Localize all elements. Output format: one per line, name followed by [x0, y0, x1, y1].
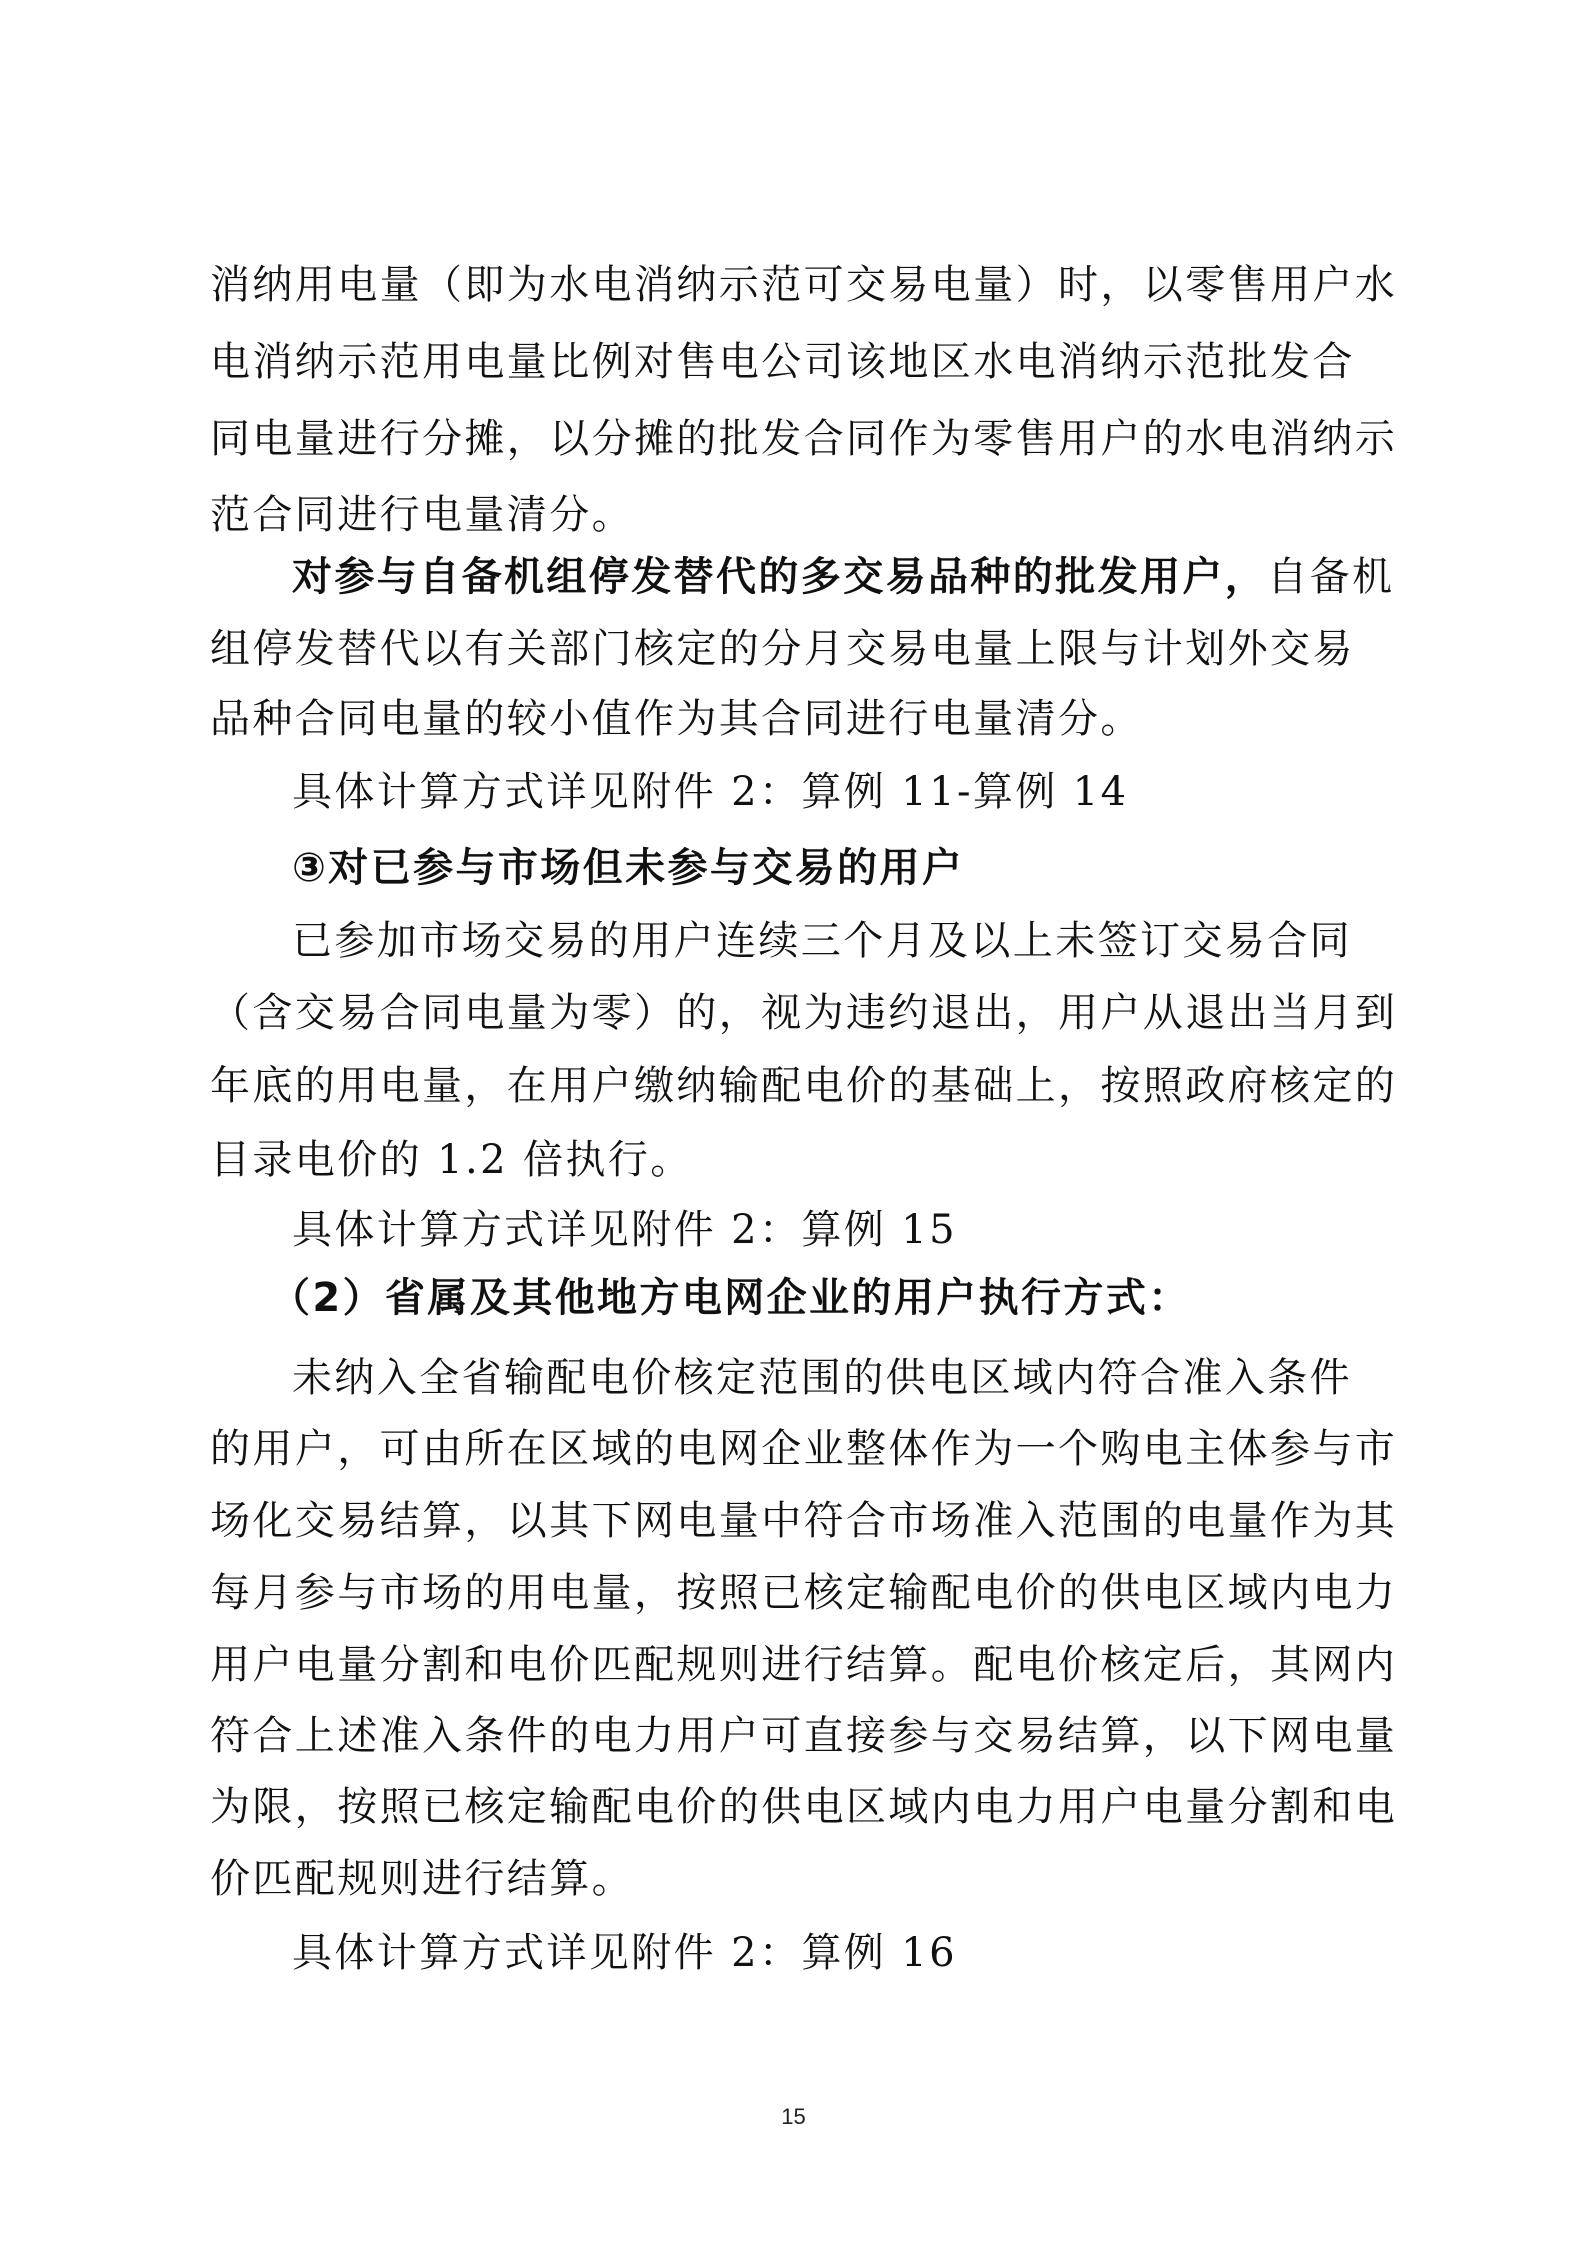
text-line: 符合上述准入条件的电力用户可直接参与交易结算，以下网电量	[210, 1713, 1398, 1759]
section-heading: ③对已参与市场但未参与交易的用户	[292, 845, 965, 891]
section-heading: （2）省属及其他地方电网企业的用户执行方式：	[270, 1275, 1191, 1321]
text-line: 具体计算方式详见附件 2：算例 16	[292, 1930, 957, 1976]
text-line: 范合同进行电量清分。	[210, 492, 634, 538]
text-line: 用户电量分割和电价匹配规则进行结算。配电价核定后，其网内	[210, 1642, 1398, 1688]
text-line: 场化交易结算，以其下网电量中符合市场准入范围的电量作为其	[210, 1498, 1398, 1544]
text-line: 年底的用电量，在用户缴纳输配电价的基础上，按照政府核定的	[210, 1063, 1398, 1109]
text-span: 自备机	[1267, 554, 1395, 600]
text-line: 具体计算方式详见附件 2：算例 11-算例 14	[292, 769, 1129, 815]
text-line: （含交易合同电量为零）的，视为违约退出，用户从退出当月到	[210, 990, 1398, 1036]
text-line: 价匹配规则进行结算。	[210, 1856, 634, 1902]
text-line: 已参加市场交易的用户连续三个月及以上未签订交易合同	[292, 918, 1352, 964]
text-line: 未纳入全省输配电价核定范围的供电区域内符合准入条件	[292, 1355, 1352, 1401]
text-line	[292, 552, 1472, 602]
text-line: 为限，按照已核定输配电价的供电区域内电力用户电量分割和电	[210, 1784, 1398, 1830]
text-line: 的用户，可由所在区域的电网企业整体作为一个购电主体参与市	[210, 1426, 1398, 1472]
text-line: 组停发替代以有关部门核定的分月交易电量上限与计划外交易	[210, 626, 1355, 672]
text-line: 每月参与市场的用电量，按照已核定输配电价的供电区域内电力	[210, 1570, 1398, 1616]
text-line: 目录电价的 1.2 倍执行。	[210, 1137, 693, 1183]
bold-phrase: 对参与自备机组停发替代的多交易品种的批发用户，	[292, 554, 1268, 600]
text-line: 同电量进行分摊，以分摊的批发合同作为零售用户的水电消纳示	[210, 416, 1398, 462]
text-line: 消纳用电量（即为水电消纳示范可交易电量）时，以零售用户水	[210, 262, 1398, 308]
text-line: 电消纳示范用电量比例对售电公司该地区水电消纳示范批发合	[210, 339, 1355, 385]
text-line: 具体计算方式详见附件 2：算例 15	[292, 1207, 957, 1253]
text-line: 品种合同电量的较小值作为其合同进行电量清分。	[210, 696, 1143, 742]
page-number: 15	[781, 2104, 806, 2129]
